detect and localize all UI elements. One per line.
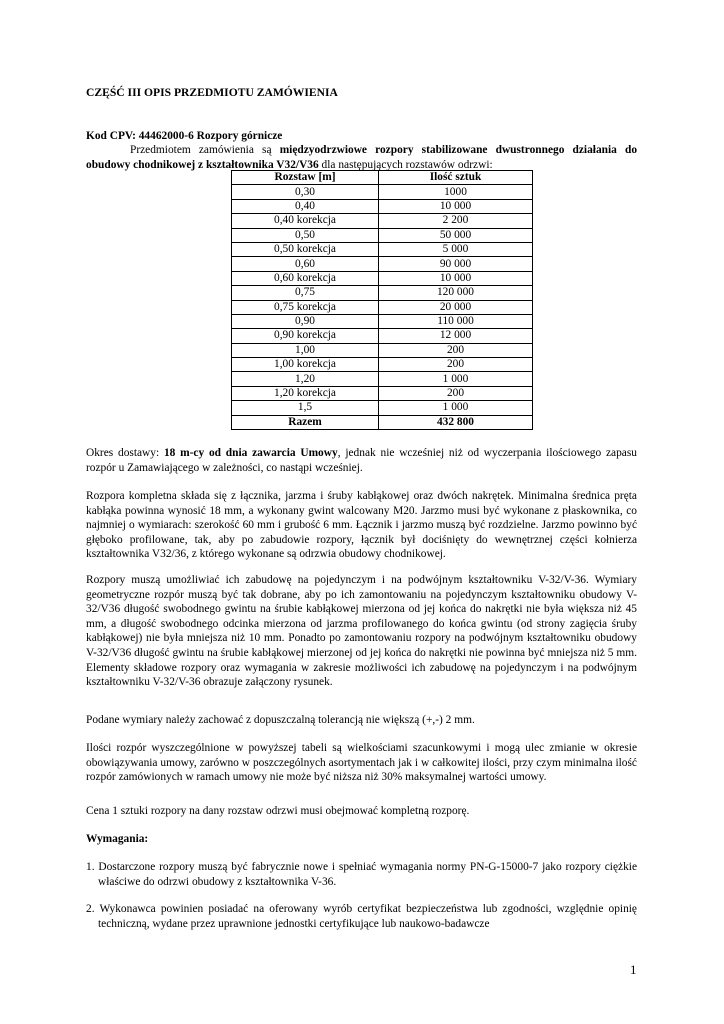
cell-quantity: 20 000 xyxy=(379,300,533,314)
table-total-row xyxy=(232,415,533,429)
delivery-text-1: Okres dostawy: xyxy=(86,447,164,459)
tolerance-paragraph: Podane wymiary należy zachować z dopuszczalną tolerancją nie większą (+,-) 2 mm. xyxy=(86,714,475,726)
cell-spacing: 0,30 xyxy=(232,185,379,199)
cell-quantity: 2 200 xyxy=(379,214,533,228)
cell-quantity: 90 000 xyxy=(379,257,533,271)
table-row xyxy=(232,214,533,228)
cell-spacing: 0,60 xyxy=(232,257,379,271)
cell-spacing: 0,50 korekcja xyxy=(232,242,379,256)
cell-spacing: 0,60 korekcja xyxy=(232,271,379,285)
section-title: CZĘŚĆ III OPIS PRZEDMIOTU ZAMÓWIENIA xyxy=(86,86,338,99)
table-row xyxy=(232,257,533,271)
table-header-row xyxy=(232,171,533,185)
table-row xyxy=(232,314,533,328)
cell-quantity: 120 000 xyxy=(379,286,533,300)
cell-spacing: 0,75 xyxy=(232,286,379,300)
delivery-paragraph xyxy=(86,446,637,475)
cell-quantity: 200 xyxy=(379,343,533,357)
table-row xyxy=(232,271,533,285)
cell-spacing: 0,75 korekcja xyxy=(232,300,379,314)
delivery-text-bold: 18 m-cy od dnia zawarcia Umowy xyxy=(163,447,338,459)
cell-quantity: 5 000 xyxy=(379,242,533,256)
cell-spacing: 1,5 xyxy=(232,401,379,415)
table-row xyxy=(232,343,533,357)
intro-text-1: Przedmiotem zamówienia są xyxy=(130,144,280,156)
cell-spacing: 1,20 xyxy=(232,372,379,386)
header-spacing: Rozstaw [m] xyxy=(232,171,379,185)
requirements-title: Wymagania: xyxy=(86,833,149,845)
cell-spacing: 0,50 xyxy=(232,228,379,242)
table-row xyxy=(232,242,533,256)
construction-paragraph: Rozpora kompletna składa się z łącznika, jarzma i śruby kabłąkowej oraz dwóch nakrętek. Minimalna średnica pręta kabłąka powinna wynosić 18 mm, a wykonany gwint walcowany M20. Jarzmo musi być wykonane z płaskownika, co najmniej o wymiarach: szerokość 60 mm i grubość 6 mm. Łącznik i jarzmo muszą być rozdzielne. Jarzmo powinno być głęboko profilowane, tak, aby po zabudowie rozpory, łącznik był dociśnięty do wewnętrznej części kołnierza kształtownika V32/36, z którego wykonane są odrzwia obudowy chodnikowej. xyxy=(86,490,637,561)
intro-paragraph xyxy=(86,143,637,172)
total-label: Razem xyxy=(232,415,379,429)
cell-quantity: 10 000 xyxy=(379,199,533,213)
table-row xyxy=(232,401,533,415)
cell-spacing: 1,20 korekcja xyxy=(232,386,379,400)
cell-quantity: 200 xyxy=(379,386,533,400)
cell-spacing: 1,00 xyxy=(232,343,379,357)
cell-quantity: 50 000 xyxy=(379,228,533,242)
price-paragraph: Cena 1 sztuki rozpory na dany rozstaw odrzwi musi obejmować kompletną rozporę. xyxy=(86,805,470,817)
cell-spacing: 0,40 korekcja xyxy=(232,214,379,228)
table-row xyxy=(232,228,533,242)
delivery-text-2: , jednak nie wcześniej niż od wyczerpania ilościowego zapasu rozpór u Zamawiającego w zależności, co nastąpi wcześniej. xyxy=(86,447,637,474)
table-row xyxy=(232,358,533,372)
header-quantity: Ilość sztuk xyxy=(379,171,533,185)
total-value: 432 800 xyxy=(379,415,533,429)
cell-quantity: 1000 xyxy=(379,185,533,199)
mounting-paragraph: Rozpory muszą umożliwiać ich zabudowę na pojedynczym i na podwójnym kształtowniku V-32/V-36. Wymiary geometryczne rozpór muszą być tak dobrane, aby po ich zamontowaniu na pojedynczym kształtowniku obudowy V-32/V36 długość swobodnego gwintu na śrubie kabłąkowej mierzona od jej końca do nakrętki nie była większa niż 45 mm, a długość swobodnego odcinka mierzona od jarzma profilowanego do końca gwintu (od strony zagięcia śruby kabłąkowej) nie była mniejsza niż 10 mm. Ponadto po zamontowaniu rozpory na podwójnym kształtowniku obudowy V-32/V36 długość gwintu na śrubie kabłąkowej mierzonej od jej końca do nakrętki nie powinna być mniejsza niż 5 mm. Elementy składowe rozpory oraz wymagania w zakresie możliwości ich zabudowę na pojedynczym i na podwójnym kształtowniku V-32/V-36 obrazuje załączony rysunek. xyxy=(86,574,637,689)
page-number: 1 xyxy=(630,962,637,977)
table-row xyxy=(232,300,533,314)
cell-spacing: 0,90 korekcja xyxy=(232,329,379,343)
quantities-paragraph: Ilości rozpór wyszczególnione w powyższej tabeli są wielkościami szacunkowymi i mogą ulec zmianie w okresie obowiązywania umowy, zarówno w poszczególnych asortymentach jak i w całkowitej ilości, przy czym minimalna ilość rozpór zamówionych w ramach umowy nie może być niższa niż 30% maksymalnej wartości umowy. xyxy=(86,742,637,784)
cell-quantity: 1 000 xyxy=(379,401,533,415)
table-body xyxy=(232,185,533,430)
table-row xyxy=(232,185,533,199)
table-row xyxy=(232,372,533,386)
cell-quantity: 1 000 xyxy=(379,372,533,386)
intro-text-2: dla następujących rozstawów odrzwi: xyxy=(318,158,493,171)
cell-quantity: 110 000 xyxy=(379,314,533,328)
cpv-code: Kod CPV: 44462000-6 Rozpory górnicze xyxy=(86,130,283,142)
cell-spacing: 0,40 xyxy=(232,199,379,213)
table-row xyxy=(232,286,533,300)
requirement-item-1: 1. Dostarczone rozpory muszą być fabrycznie nowe i spełniać wymagania normy PN-G-15000-7 jako rozpory ciężkie właściwe do odrzwi obudowy z kształtownika V-36. xyxy=(86,861,637,888)
table-row xyxy=(232,199,533,213)
cell-quantity: 10 000 xyxy=(379,271,533,285)
cell-spacing: 1,00 korekcja xyxy=(232,358,379,372)
cell-quantity: 200 xyxy=(379,358,533,372)
requirement-item-2: 2. Wykonawca powinien posiadać na oferowany wyrób certyfikat bezpieczeństwa lub zgodności, względnie opinię techniczną, wydane przez uprawnione jednostki certyfikujące lub naukowo-badawcze xyxy=(86,903,637,930)
table-row xyxy=(232,386,533,400)
table-row xyxy=(232,329,533,343)
spacing-table xyxy=(231,170,533,430)
intro-text-bold: międzyodrzwiowe rozpory stabilizowane dwustronnego działania do obudowy chodnikowej z kształtownika V32/V36 xyxy=(86,144,638,171)
cell-quantity: 12 000 xyxy=(379,329,533,343)
cell-spacing: 0,90 xyxy=(232,314,379,328)
